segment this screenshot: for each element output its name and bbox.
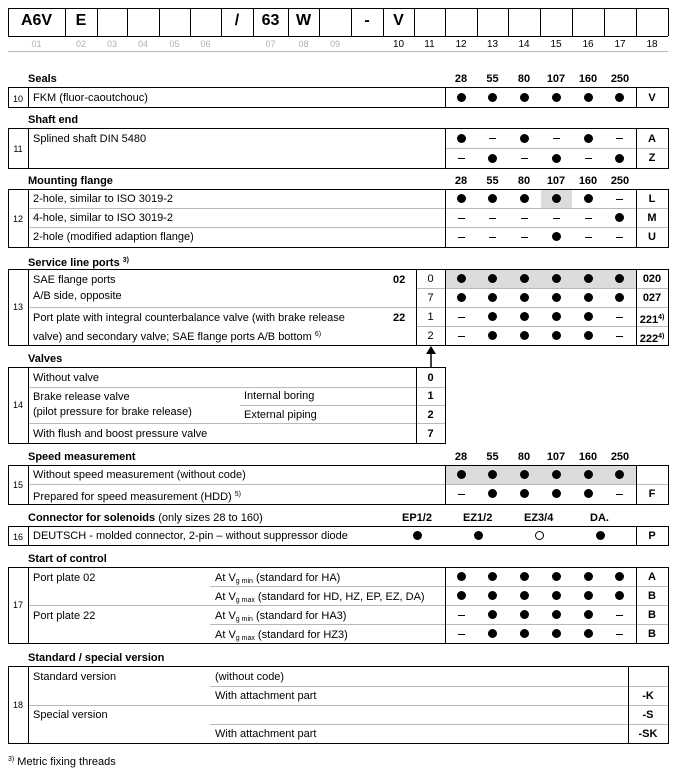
option-label: Port plate 22 <box>33 610 96 622</box>
available-dot <box>457 572 466 581</box>
section-title: Standard / special version <box>28 652 165 664</box>
order-code: -S <box>642 709 654 721</box>
option-sub-label: With attachment part <box>215 690 317 702</box>
available-dot <box>615 572 624 581</box>
pos-15: 15 <box>550 39 562 50</box>
pos-02: 02 <box>75 39 86 49</box>
not-available-dash <box>521 237 528 238</box>
option-label: Standard version <box>33 671 117 683</box>
option-label: Port plate 02 <box>33 572 96 584</box>
option-label: Prepared for speed measurement (HDD) $^{5)}$ <box>33 491 241 503</box>
size-107: 107 <box>546 73 566 85</box>
option-ring <box>535 531 544 540</box>
available-dot <box>520 93 529 102</box>
available-dot <box>584 572 593 581</box>
available-dot <box>457 134 466 143</box>
size-55: 55 <box>486 175 499 187</box>
available-dot <box>457 470 466 479</box>
code-a6v: A6V <box>20 12 53 29</box>
code-w: W <box>295 12 312 29</box>
option-label: A/B side, opposite <box>33 290 122 302</box>
section-title: Service line ports $^{3)}$ <box>28 257 130 269</box>
not-available-dash <box>616 634 623 635</box>
not-available-dash <box>585 237 592 238</box>
not-available-dash <box>458 218 465 219</box>
available-dot <box>488 489 497 498</box>
order-code: L <box>648 193 656 205</box>
available-dot <box>488 312 497 321</box>
available-dot <box>552 610 561 619</box>
pos-12: 12 <box>455 39 467 50</box>
pos-05: 05 <box>169 39 180 49</box>
available-dot <box>552 274 561 283</box>
available-dot <box>520 331 529 340</box>
order-code: -SK <box>638 728 658 740</box>
pos-13: 13 <box>486 39 499 50</box>
available-dot <box>615 213 624 222</box>
sub-code: 2 <box>427 330 434 342</box>
order-code: B <box>648 590 656 602</box>
available-dot <box>457 274 466 283</box>
plate-code: 02 <box>393 274 406 286</box>
available-dot <box>520 312 529 321</box>
available-dot <box>520 470 529 479</box>
section-number: 13 <box>12 302 23 312</box>
available-dot <box>584 629 593 638</box>
option-sub-label: Internal boring <box>244 390 315 402</box>
sub-code: 1 <box>427 311 434 323</box>
section-title: Mounting flange <box>28 175 113 187</box>
section-title: Seals <box>28 73 57 85</box>
size-80: 80 <box>517 451 531 463</box>
option-label: valve) and secondary valve; SAE flange ports A/B bottom $^{6)}$ <box>33 331 322 343</box>
available-dot <box>520 489 529 498</box>
order-code: 222$^{4)}$ <box>639 333 665 345</box>
option-label: 2-hole (modified adaption flange) <box>33 231 194 243</box>
available-dot <box>552 629 561 638</box>
order-code: Z <box>648 152 656 164</box>
option-label: 2-hole, similar to ISO 3019-2 <box>33 193 174 205</box>
available-dot <box>488 610 497 619</box>
available-dot <box>488 629 497 638</box>
section-title: Valves <box>28 353 63 365</box>
order-code: -K <box>642 690 654 702</box>
available-dot <box>488 154 497 163</box>
not-available-dash <box>616 317 623 318</box>
pos-14: 14 <box>518 39 530 50</box>
pos-01: 01 <box>31 39 42 49</box>
connector-col: EZ1/2 <box>463 512 493 524</box>
available-dot <box>615 93 624 102</box>
section-number: 12 <box>12 214 23 224</box>
section-title: Shaft end <box>28 114 79 126</box>
order-code: 7 <box>427 428 434 440</box>
size-250: 250 <box>610 73 630 85</box>
not-available-dash <box>458 634 465 635</box>
not-available-dash <box>616 237 623 238</box>
pos-03: 03 <box>106 39 117 49</box>
available-dot <box>474 531 483 540</box>
plate-code: 22 <box>393 312 406 324</box>
size-80: 80 <box>517 175 531 187</box>
available-dot <box>520 572 529 581</box>
condition-label: At $V_{g min}$ (standard for HA) <box>215 572 341 585</box>
not-available-dash <box>458 158 465 159</box>
condition-label: At $V_{g max}$ (standard for HZ3) <box>215 629 348 642</box>
available-dot <box>520 629 529 638</box>
order-code: 0 <box>427 372 434 384</box>
sub-code: 0 <box>427 273 434 285</box>
section-title: Speed measurement <box>28 451 136 463</box>
footnote: $^{3)}$ Metric fixing threads <box>8 756 116 768</box>
section-title: Start of control <box>28 553 107 565</box>
size-160: 160 <box>578 451 598 463</box>
pos-07: 07 <box>265 39 276 49</box>
available-dot <box>520 610 529 619</box>
code-e: E <box>75 12 87 29</box>
not-available-dash <box>585 218 592 219</box>
option-label: Port plate with integral counterbalance valve (with brake release <box>33 312 345 324</box>
order-code: M <box>647 212 657 224</box>
code-slash: / <box>234 12 240 29</box>
available-dot <box>457 93 466 102</box>
pos-10: 10 <box>392 39 405 50</box>
available-dot <box>520 293 529 302</box>
not-available-dash <box>458 615 465 616</box>
available-dot <box>552 194 561 203</box>
available-dot <box>552 489 561 498</box>
size-28: 28 <box>454 175 468 187</box>
order-code: F <box>648 488 656 500</box>
size-55: 55 <box>486 73 499 85</box>
pos-09: 09 <box>329 39 340 49</box>
order-code: 027 <box>642 292 662 304</box>
option-label: With flush and boost pressure valve <box>33 428 208 440</box>
size-250: 250 <box>610 175 630 187</box>
order-code: B <box>648 609 656 621</box>
available-dot <box>488 93 497 102</box>
option-label: 4-hole, similar to ISO 3019-2 <box>33 212 174 224</box>
option-label: Splined shaft DIN 5480 <box>33 133 147 145</box>
option-sub-label: (without code) <box>215 671 285 683</box>
available-dot <box>488 572 497 581</box>
not-available-dash <box>616 138 623 139</box>
available-dot <box>552 470 561 479</box>
section-title: Connector for solenoids (only sizes 28 to 160) <box>28 512 263 524</box>
order-code: 1 <box>427 390 434 402</box>
size-80: 80 <box>517 73 531 85</box>
available-dot <box>584 591 593 600</box>
arrow-up-icon <box>424 346 438 368</box>
section-number: 14 <box>12 400 23 410</box>
code-63: 63 <box>261 12 280 29</box>
option-label: Without speed measurement (without code) <box>33 469 246 481</box>
order-code: 2 <box>427 409 434 421</box>
available-dot <box>457 591 466 600</box>
available-dot <box>457 293 466 302</box>
available-dot <box>520 134 529 143</box>
available-dot <box>552 331 561 340</box>
connector-col: EP1/2 <box>402 512 432 524</box>
size-107: 107 <box>546 175 566 187</box>
size-250: 250 <box>610 451 630 463</box>
available-dot <box>488 274 497 283</box>
size-55: 55 <box>486 451 499 463</box>
order-code: A <box>648 133 656 145</box>
order-code: 221$^{4)}$ <box>639 314 665 326</box>
available-dot <box>552 154 561 163</box>
option-sub-label: With attachment part <box>215 728 317 740</box>
option-label: DEUTSCH - molded connector, 2-pin – without suppressor diode <box>33 530 348 542</box>
option-label: Brake release valve <box>33 391 130 403</box>
available-dot <box>552 93 561 102</box>
order-code: A <box>648 571 656 583</box>
code-v: V <box>393 12 404 29</box>
size-28: 28 <box>454 73 468 85</box>
available-dot <box>488 331 497 340</box>
size-160: 160 <box>578 73 598 85</box>
not-available-dash <box>553 218 560 219</box>
available-dot <box>520 591 529 600</box>
available-dot <box>552 232 561 241</box>
not-available-dash <box>585 158 592 159</box>
option-label: (pilot pressure for brake release) <box>33 406 192 418</box>
available-dot <box>520 274 529 283</box>
available-dot <box>457 194 466 203</box>
size-107: 107 <box>546 451 566 463</box>
order-code: U <box>648 231 656 243</box>
available-dot <box>584 470 593 479</box>
available-dot <box>615 274 624 283</box>
available-dot <box>520 194 529 203</box>
available-dot <box>584 312 593 321</box>
option-label: Special version <box>33 709 108 721</box>
section-number: 11 <box>13 144 23 154</box>
available-dot <box>615 591 624 600</box>
section-number: 16 <box>12 532 23 542</box>
available-dot <box>488 194 497 203</box>
available-dot <box>552 293 561 302</box>
not-available-dash <box>458 317 465 318</box>
available-dot <box>488 470 497 479</box>
condition-label: At $V_{g min}$ (standard for HA3) <box>215 610 347 623</box>
not-available-dash <box>553 138 560 139</box>
connector-col: EZ3/4 <box>524 512 554 524</box>
available-dot <box>584 274 593 283</box>
not-available-dash <box>616 199 623 200</box>
pos-06: 06 <box>200 39 211 49</box>
pos-17: 17 <box>614 39 626 50</box>
size-28: 28 <box>454 451 468 463</box>
not-available-dash <box>616 494 623 495</box>
option-sub-label: External piping <box>244 409 317 421</box>
section-number: 17 <box>12 600 23 610</box>
size-160: 160 <box>578 175 598 187</box>
not-available-dash <box>489 138 496 139</box>
option-label: FKM (fluor-caoutchouc) <box>33 92 148 104</box>
not-available-dash <box>521 158 528 159</box>
available-dot <box>615 293 624 302</box>
not-available-dash <box>616 336 623 337</box>
option-label: Without valve <box>33 372 100 384</box>
not-available-dash <box>458 494 465 495</box>
available-dot <box>584 610 593 619</box>
not-available-dash <box>489 237 496 238</box>
pos-08: 08 <box>298 39 309 49</box>
connector-col: DA. <box>590 512 609 524</box>
available-dot <box>413 531 422 540</box>
not-available-dash <box>489 218 496 219</box>
available-dot <box>584 489 593 498</box>
order-code: P <box>648 530 656 542</box>
option-label: SAE flange ports <box>33 274 116 286</box>
condition-label: At $V_{g max}$ (standard for HD, HZ, EP, EZ, DA) <box>215 591 425 604</box>
available-dot <box>615 154 624 163</box>
available-dot <box>552 591 561 600</box>
not-available-dash <box>458 336 465 337</box>
available-dot <box>584 331 593 340</box>
available-dot <box>488 293 497 302</box>
order-code: B <box>648 628 656 640</box>
available-dot <box>584 93 593 102</box>
available-dot <box>552 572 561 581</box>
pos-04: 04 <box>137 39 148 49</box>
order-code: 020 <box>642 273 662 285</box>
available-dot <box>584 293 593 302</box>
not-available-dash <box>458 237 465 238</box>
section-number: 15 <box>12 480 23 490</box>
code-dash: - <box>364 12 370 29</box>
available-dot <box>596 531 605 540</box>
section-number: 10 <box>12 94 23 104</box>
available-dot <box>615 470 624 479</box>
pos-18: 18 <box>646 39 658 50</box>
sub-code: 7 <box>427 292 434 304</box>
available-dot <box>552 312 561 321</box>
available-dot <box>584 134 593 143</box>
section-number: 18 <box>12 700 23 710</box>
available-dot <box>488 591 497 600</box>
order-code: V <box>648 92 656 104</box>
pos-11: 11 <box>424 39 435 50</box>
not-available-dash <box>521 218 528 219</box>
available-dot <box>584 194 593 203</box>
not-available-dash <box>616 615 623 616</box>
pos-16: 16 <box>582 39 594 50</box>
